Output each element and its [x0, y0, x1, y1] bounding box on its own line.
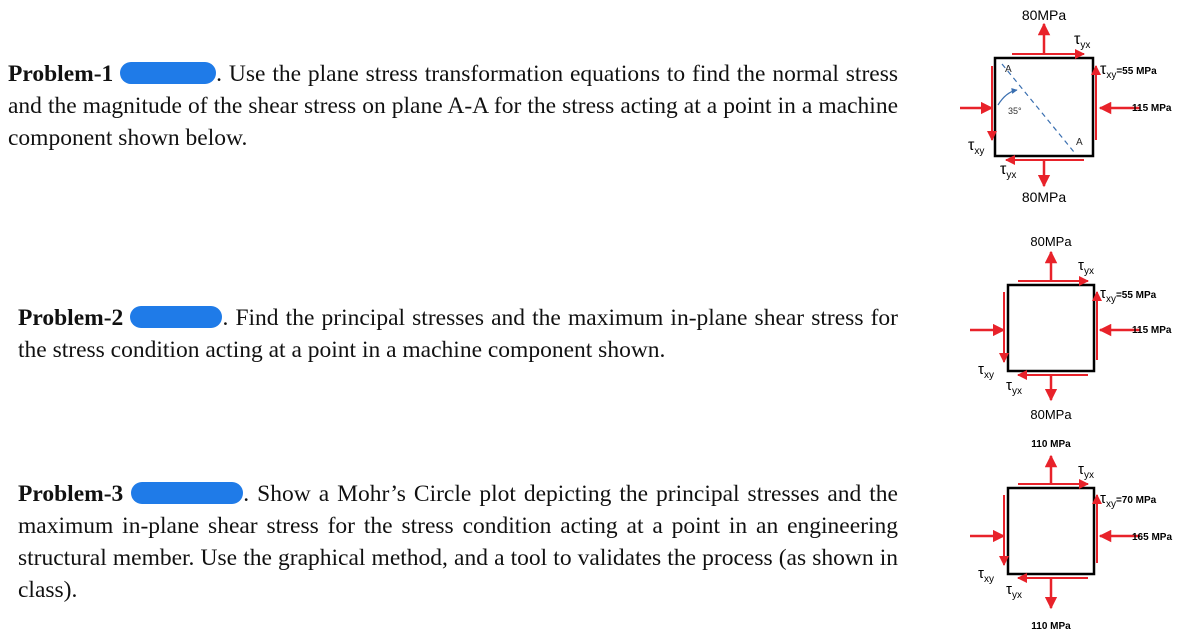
tau-xy-right-label: $\tau_{xy}^{=55 MPa}$ [1100, 61, 1157, 81]
tau-xy-left-symbol: $\tau_{xy}$ [968, 137, 985, 157]
sigma-x-label: 115 MPa [1132, 103, 1172, 114]
sigma-x-label: 165 MPa [1132, 532, 1173, 543]
problem-3 [18, 478, 898, 606]
stress-element-diagram-2 [960, 230, 1197, 430]
problem-3-title: Problem-3 [18, 481, 124, 507]
problem-1-title: Problem-1 [8, 61, 114, 87]
redaction-mark [131, 482, 243, 504]
plane-a-label-top: A [1005, 64, 1012, 75]
problem-2-text: . Find the principal stresses and the maximum in-plane shear stress for the stress condition acting at a point in a machine component shown. [18, 305, 899, 363]
sigma-x-label: 115 MPa [1132, 325, 1172, 336]
stress-element-diagram-3 [960, 432, 1197, 633]
problem-2-title: Problem-2 [18, 305, 124, 331]
tau-yx-bottom-symbol: $\tau_{yx}$ [1006, 581, 1022, 601]
problem-1 [8, 58, 898, 154]
tau-yx-top-symbol: $\tau_{yx}$ [1078, 461, 1094, 481]
sigma-y-bottom-label: 80MPa [1030, 407, 1072, 422]
sigma-y-top-label: 80MPa [1030, 234, 1072, 249]
tau-xy-right-label: $\tau_{xy}^{=70 MPa}$ [1100, 490, 1157, 510]
stress-element-square [1008, 488, 1094, 574]
tau-xy-left-symbol: $\tau_{xy}$ [978, 361, 994, 381]
tau-xy-right-label: $\tau_{xy}^{=55 MPa}$ [1100, 285, 1157, 305]
problem-2 [18, 302, 898, 366]
sigma-y-bottom-label: 110 MPa [1031, 621, 1071, 632]
sigma-y-top-label: 110 MPa [1031, 439, 1071, 450]
tau-yx-top-symbol: $\tau_{yx}$ [1078, 257, 1094, 277]
stress-element-square [1008, 285, 1094, 371]
redaction-mark [130, 306, 222, 328]
sigma-y-bottom-label: 80MPa [1021, 189, 1067, 205]
problem-3-text: . Show a Mohr’s Circle plot depicting the principal stresses and the maximum in-plane shear stress for the stress condition acting at a point in an engineering structural member. Use the graphical method, and a tool to validates the process (as shown in class). [18, 481, 898, 603]
redaction-mark [120, 62, 216, 84]
stress-element-diagram-1 [950, 0, 1197, 210]
tau-xy-left-symbol: $\tau_{xy}$ [978, 565, 994, 585]
tau-yx-bottom-symbol: $\tau_{yx}$ [1000, 161, 1017, 181]
angle-arc [998, 90, 1017, 105]
tau-yx-top-symbol: $\tau_{yx}$ [1074, 31, 1091, 51]
plane-a-label-bottom: A [1076, 137, 1083, 148]
tau-yx-bottom-symbol: $\tau_{yx}$ [1006, 377, 1022, 397]
sigma-y-top-label: 80MPa [1021, 7, 1067, 23]
angle-label: 35° [1008, 106, 1022, 116]
problem-1-text: . Use the plane stress transformation equations to find the normal stress and the magnitude of the shear stress on plane A-A for the stress acting at a point in a machine component shown below. [8, 61, 898, 151]
